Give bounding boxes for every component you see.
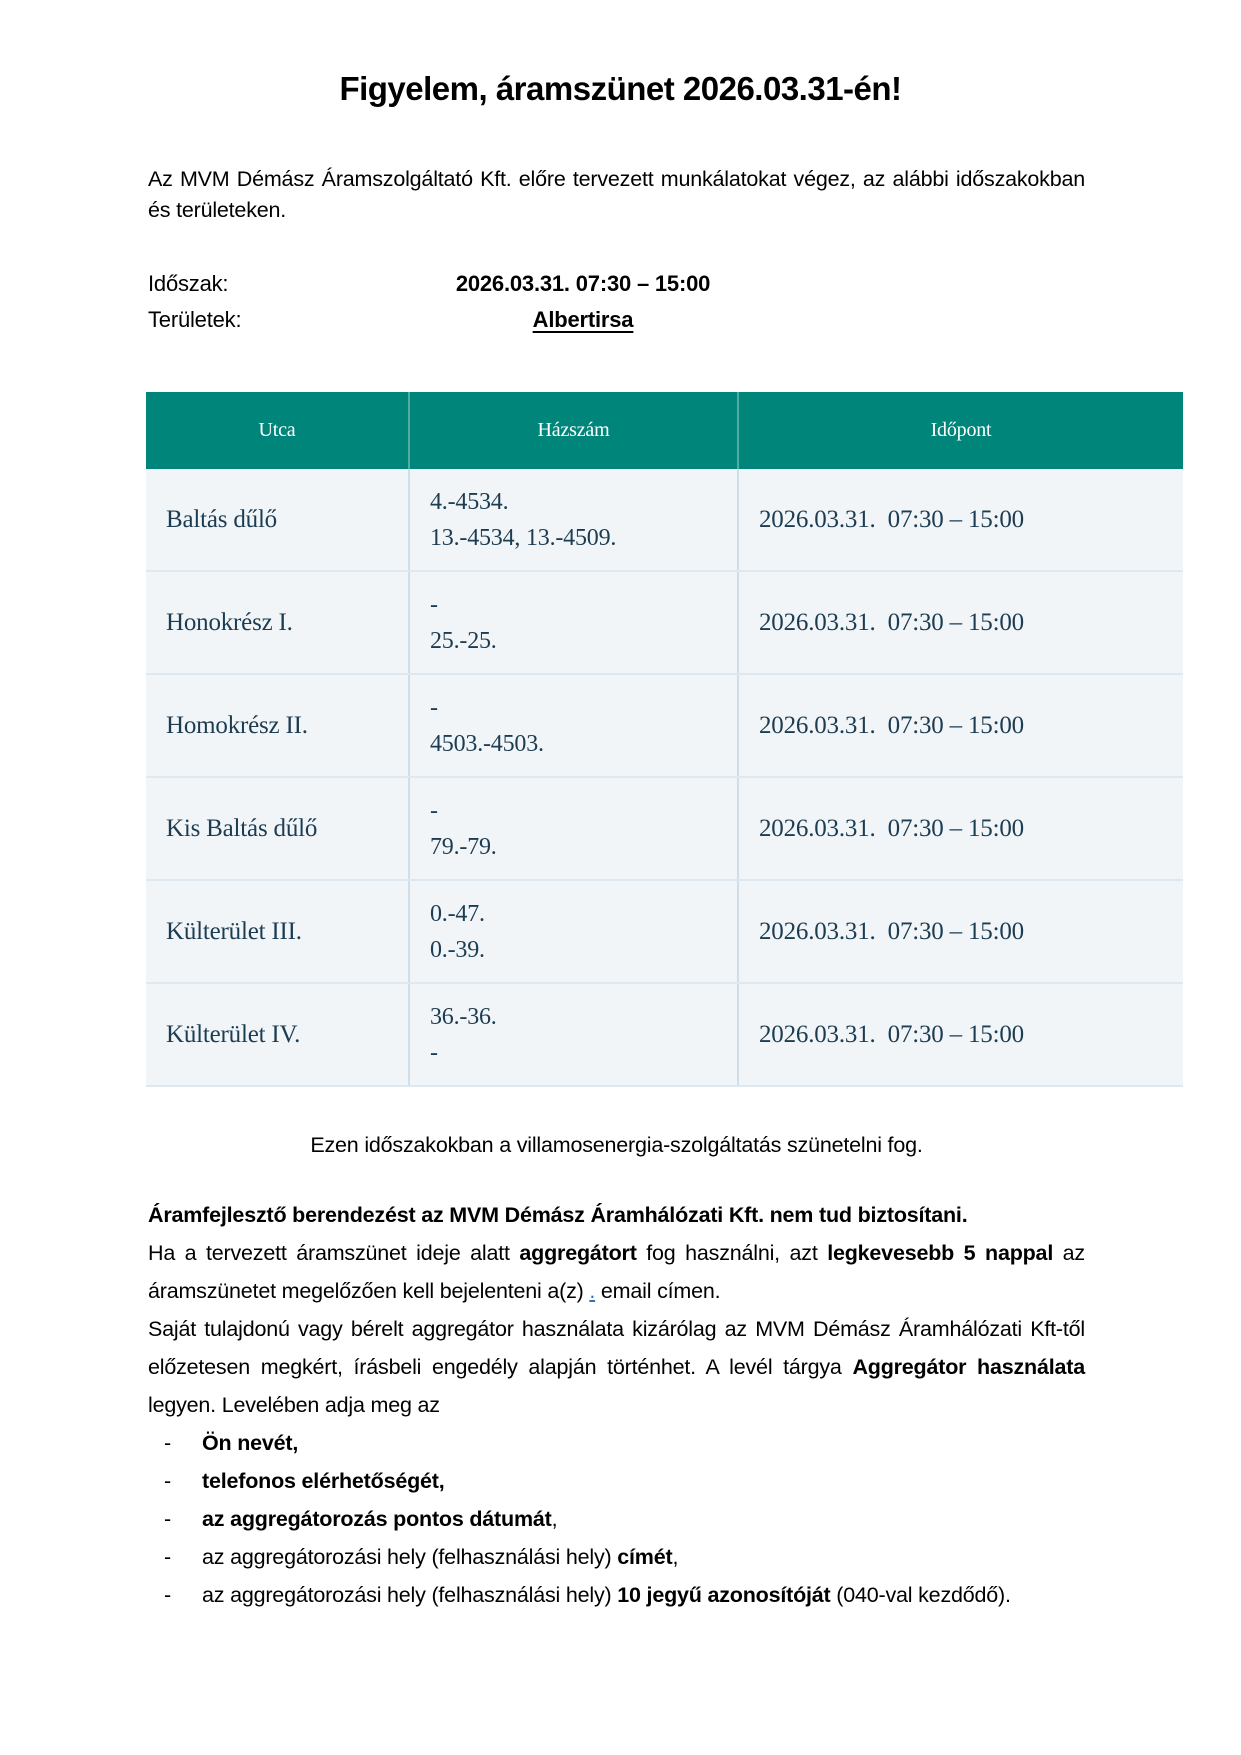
street-cell: Honokrész I. (166, 608, 293, 636)
text-run: Aggregátor használata (852, 1355, 1085, 1379)
list-bullet: - (164, 1545, 171, 1569)
page-title: Figyelem, áramszünet 2026.03.31-én! (339, 70, 902, 107)
col-header-house-number: Házszám (408, 392, 737, 469)
list-item-text (202, 1424, 1085, 1462)
table-row (146, 879, 1183, 982)
col-header-street: Utca (258, 419, 296, 441)
areas-value-wrap (358, 302, 808, 338)
outage-table (146, 392, 1183, 1087)
time-cell: 2026.03.31. 07:30 – 15:00 (737, 469, 1183, 570)
aggregator-report-paragraph (148, 1234, 1085, 1310)
text-run: címét (617, 1545, 673, 1569)
text-run: az aggregátorozási hely (felhasználási hely) (202, 1545, 618, 1569)
list-item-text (202, 1576, 1085, 1614)
areas-value: Albertirsa (532, 307, 634, 332)
house-number-line: 0.-39. (430, 936, 485, 963)
no-generator-line: Áramfejlesztő berendezést az MVM Démász Áramhálózati Kft. nem tud biztosítani. (148, 1203, 968, 1227)
list-item (148, 1538, 1085, 1576)
table-row (146, 776, 1183, 879)
table-row (146, 570, 1183, 673)
street-cell: Külterület III. (166, 917, 302, 945)
street-cell: Külterület IV. (166, 1020, 301, 1048)
text-run: telefonos elérhetőségét, (202, 1469, 445, 1493)
aggregator-info-block (148, 1196, 1085, 1614)
table-row (146, 673, 1183, 776)
house-number-line: 13.-4534, 13.-4509. (430, 524, 617, 551)
text-run: legyen. Levelében adja meg az (148, 1393, 440, 1417)
house-numbers-cell (408, 984, 737, 1085)
table-row (146, 982, 1183, 1085)
time-cell: 2026.03.31. 07:30 – 15:00 (737, 984, 1183, 1085)
intro-paragraph: Az MVM Démász Áramszolgáltató Kft. előre tervezett munkálatokat végez, az alábbi időszakokban és területeken. (148, 167, 1085, 222)
street-cell: Baltás dűlő (166, 505, 277, 533)
text-run: Saját tulajdonú vagy bérelt aggregátor használata kizárólag az MVM Démász Áramhálózati Kft-től előzetesen megkért, írásbeli engedély alapján történhet. A levél tárgya (148, 1317, 1085, 1379)
text-run: (040-val kezdődő). (830, 1583, 1011, 1607)
time-cell: 2026.03.31. 07:30 – 15:00 (737, 881, 1183, 982)
table-row (146, 469, 1183, 570)
text-run: Ön nevét, (202, 1431, 299, 1455)
house-numbers-cell (408, 778, 737, 879)
time-cell: 2026.03.31. 07:30 – 15:00 (737, 778, 1183, 879)
street-cell: Homokrész II. (166, 711, 308, 739)
period-row (148, 266, 1241, 302)
time-cell: 2026.03.31. 07:30 – 15:00 (737, 572, 1183, 673)
house-numbers-cell (408, 881, 737, 982)
table-header-row (146, 392, 1183, 469)
list-item (148, 1424, 1085, 1462)
text-run: , (551, 1507, 558, 1531)
list-bullet: - (164, 1431, 171, 1455)
list-bullet: - (164, 1469, 171, 1493)
list-item-text (202, 1500, 1085, 1538)
house-number-line: 36.-36. (430, 1003, 497, 1030)
house-number-line: - (430, 694, 438, 721)
areas-row (148, 302, 1241, 338)
house-number-line: - (430, 797, 438, 824)
list-item (148, 1576, 1085, 1614)
list-item-text (202, 1538, 1085, 1576)
house-number-line: - (430, 1039, 438, 1066)
street-cell: Kis Baltás dűlő (166, 814, 318, 842)
text-run: 10 jegyű azonosítóját (617, 1583, 831, 1607)
text-run: aggregátort (519, 1241, 637, 1265)
list-bullet: - (164, 1583, 171, 1607)
period-value: 2026.03.31. 07:30 – 15:00 (455, 271, 711, 296)
text-run: Ha a tervezett áramszünet ideje alatt (148, 1241, 520, 1265)
list-item-text (202, 1462, 1085, 1500)
text-run: legkevesebb 5 nappal (827, 1241, 1054, 1265)
text-run: az aggregátorozás pontos dátumát (202, 1507, 552, 1531)
table-body (146, 469, 1183, 1087)
text-run: email címen. (595, 1279, 721, 1303)
house-number-line: 79.-79. (430, 833, 497, 860)
list-bullet: - (164, 1507, 171, 1531)
suspension-notice: Ezen időszakokban a villamosenergia-szolgáltatás szünetelni fog. (310, 1133, 923, 1157)
text-run: , (672, 1545, 679, 1569)
email-link[interactable]: . (589, 1279, 596, 1303)
period-label: Időszak: (148, 271, 229, 296)
text-run: fog használni, azt (636, 1241, 828, 1265)
col-header-time: Időpont (737, 392, 1183, 469)
house-number-line: 4.-4534. (430, 488, 509, 515)
period-area-block (0, 266, 1241, 338)
list-item (148, 1462, 1085, 1500)
time-cell: 2026.03.31. 07:30 – 15:00 (737, 675, 1183, 776)
text-run: az áramszünetet megelőzően kell bejelenteni a(z) (148, 1241, 1085, 1303)
list-item (148, 1500, 1085, 1538)
text-run: az aggregátorozási hely (felhasználási hely) (202, 1583, 618, 1607)
house-numbers-cell (408, 572, 737, 673)
permission-paragraph (148, 1310, 1085, 1424)
required-details-list (148, 1424, 1085, 1614)
house-number-line: - (430, 591, 438, 618)
house-number-line: 0.-47. (430, 900, 485, 927)
house-number-line: 4503.-4503. (430, 730, 544, 757)
house-numbers-cell (408, 675, 737, 776)
areas-label: Területek: (148, 307, 242, 332)
house-numbers-cell (408, 469, 737, 570)
house-number-line: 25.-25. (430, 627, 497, 654)
